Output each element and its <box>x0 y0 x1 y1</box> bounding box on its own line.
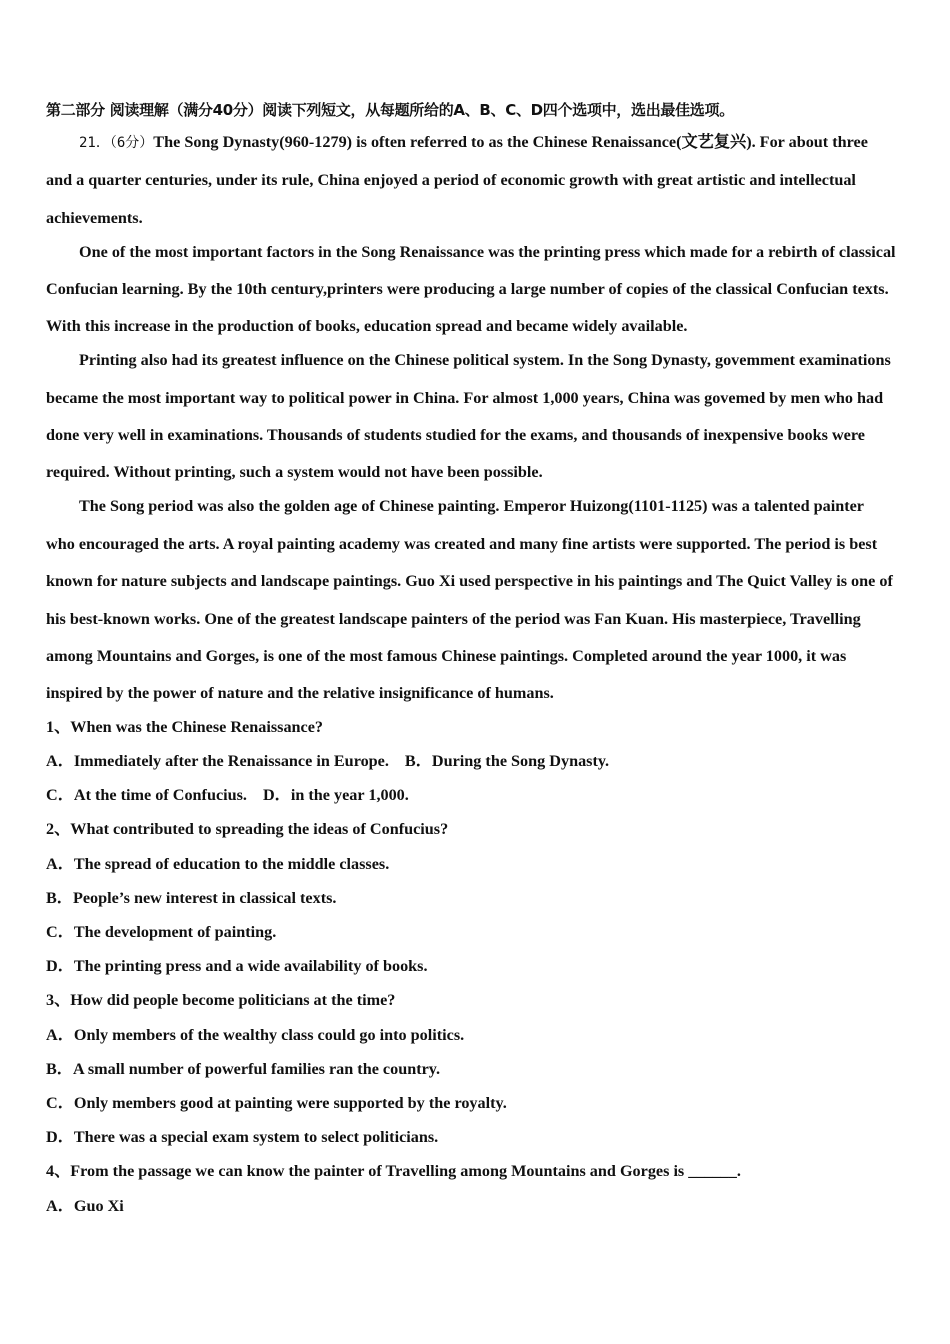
question-4-stem: 4、From the passage we can know the painter of Travelling among Mountains and Gorges is ______. <box>46 1162 741 1181</box>
passage-paragraph-2: One of the most important factors in the Song Renaissance was the printing press which made for a rebirth of classical Confucian learning. By the 10th century,printers were producing a large number of copies of the classical Confucian texts. With this increase in the production of books, education spread and became widely available. <box>46 242 896 336</box>
question-2-option-b: B．People’s new interest in classical texts. <box>46 888 337 907</box>
question-1-stem: 1、When was the Chinese Renaissance? <box>46 717 323 736</box>
question-1-option-b: B．During the Song Dynasty. <box>404 751 610 770</box>
question-1-options-ab <box>46 744 896 778</box>
question-1-option-a: A．Immediately after the Renaissance in Europe. <box>46 751 389 770</box>
question-2-option-d: D．The printing press and a wide availability of books. <box>46 957 428 976</box>
question-1-options-cd <box>46 778 896 812</box>
question-3-option-c: C．Only members good at painting were supported by the royalty. <box>46 1093 507 1112</box>
question-3-option-d: D．There was a special exam system to select politicians. <box>46 1128 439 1147</box>
question-list <box>46 710 896 1223</box>
question-3-option-b: B．A small number of powerful families ran the country. <box>46 1059 441 1078</box>
section-heading: 第二部分 阅读理解（满分40分）阅读下列短文，从每题所给的A、B、C、D四个选项中，选出最佳选项。 <box>46 101 734 119</box>
question-number: 21．（6分） <box>79 135 154 151</box>
exam-page <box>46 98 896 1223</box>
question-2-option-a: A．The spread of education to the middle classes. <box>46 854 390 873</box>
passage-paragraph-4: The Song period was also the golden age of Chinese painting. Emperor Huizong(1101-1125) was a talented painter who encouraged the arts. A royal painting academy was created and many fine artists were supported. The period is best known for nature subjects and landscape paintings. Guo Xi used perspective in his paintings and The Quict Valley is one of his best-known works. One of the greatest landscape painters of the period was Fan Kuan. His masterpiece, Travelling among Mountains and Gorges, is one of the most famous Chinese paintings. Completed around the year 1000, it was inspired by the power of nature and the relative insignificance of humans. <box>46 497 893 703</box>
question-4-option-a: A．Guo Xi <box>46 1196 124 1215</box>
passage-paragraph-1: 21．（6分）The Song Dynasty(960-1279) is often referred to as the Chinese Renaissance(文艺复兴). For about three and a quarter centuries, under its rule, China enjoyed a period of economic growth with great artistic and intellectual achievements. <box>46 133 868 227</box>
question-1-option-c: C．At the time of Confucius. <box>46 786 247 805</box>
question-2-stem: 2、What contributed to spreading the ideas of Confucius? <box>46 820 449 839</box>
passage-paragraph-3: Printing also had its greatest influence on the Chinese political system. In the Song Dynasty, govemment examinations became the most important way to political power in China. For almost 1,000 years, China was govemed by men who had done very well in examinations. Thousands of students studied for the exams, and thousands of inexpensive books were required. Without printing, such a system would not have been possible. <box>46 351 891 482</box>
question-2-option-c: C．The development of painting. <box>46 922 277 941</box>
question-1-option-d: D．in the year 1,000. <box>262 786 409 805</box>
question-3-stem: 3、How did people become politicians at the time? <box>46 991 396 1010</box>
question-3-option-a: A．Only members of the wealthy class could go into politics. <box>46 1025 465 1044</box>
